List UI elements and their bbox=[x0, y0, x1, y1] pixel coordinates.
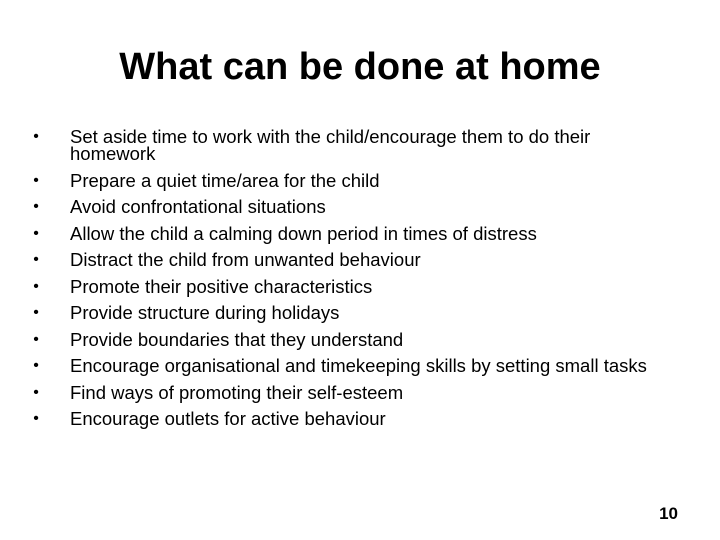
bullet-item bbox=[30, 328, 670, 350]
bullet-text: Encourage organisational and timekeeping skills by setting small tasks bbox=[70, 355, 647, 376]
bullet-list bbox=[30, 128, 670, 437]
bullet-text: Set aside time to work with the child/encourage them to do their homework bbox=[70, 126, 591, 164]
bullet-text: Distract the child from unwanted behaviour bbox=[70, 249, 421, 270]
bullet-dot-icon: • bbox=[33, 383, 39, 401]
bullet-item bbox=[30, 222, 670, 244]
bullet-dot-icon: • bbox=[33, 410, 39, 427]
bullet-item bbox=[30, 275, 670, 297]
bullet-dot-icon: • bbox=[33, 224, 39, 242]
bullet-dot-icon: • bbox=[33, 171, 39, 189]
slide-title: What can be done at home bbox=[119, 46, 601, 88]
bullet-item bbox=[30, 251, 670, 268]
bullet-dot-icon: • bbox=[33, 330, 39, 348]
bullet-item bbox=[30, 381, 670, 403]
bullet-text: Find ways of promoting their self-esteem bbox=[70, 381, 404, 403]
bullet-dot-icon: • bbox=[33, 128, 39, 145]
bullet-dot-icon: • bbox=[33, 277, 39, 295]
bullet-text: Encourage outlets for active behaviour bbox=[70, 408, 386, 429]
bullet-dot-icon: • bbox=[33, 198, 39, 215]
bullet-text: Provide structure during holidays bbox=[70, 302, 340, 323]
bullet-item bbox=[30, 198, 670, 215]
bullet-item bbox=[30, 357, 670, 374]
bullet-text: Allow the child a calming down period in times of distress bbox=[70, 222, 537, 244]
bullet-item bbox=[30, 128, 670, 162]
bullet-text: Promote their positive characteristics bbox=[70, 275, 373, 297]
bullet-item bbox=[30, 169, 670, 191]
bullet-text: Avoid confrontational situations bbox=[70, 196, 326, 217]
bullet-text: Prepare a quiet time/area for the child bbox=[70, 169, 380, 191]
bullet-item bbox=[30, 304, 670, 321]
bullet-text: Provide boundaries that they understand bbox=[70, 328, 404, 350]
bullet-dot-icon: • bbox=[33, 304, 39, 321]
bullet-item bbox=[30, 410, 670, 427]
bullet-dot-icon: • bbox=[33, 357, 39, 374]
page-number: 10 bbox=[659, 504, 678, 523]
bullet-dot-icon: • bbox=[33, 251, 39, 268]
